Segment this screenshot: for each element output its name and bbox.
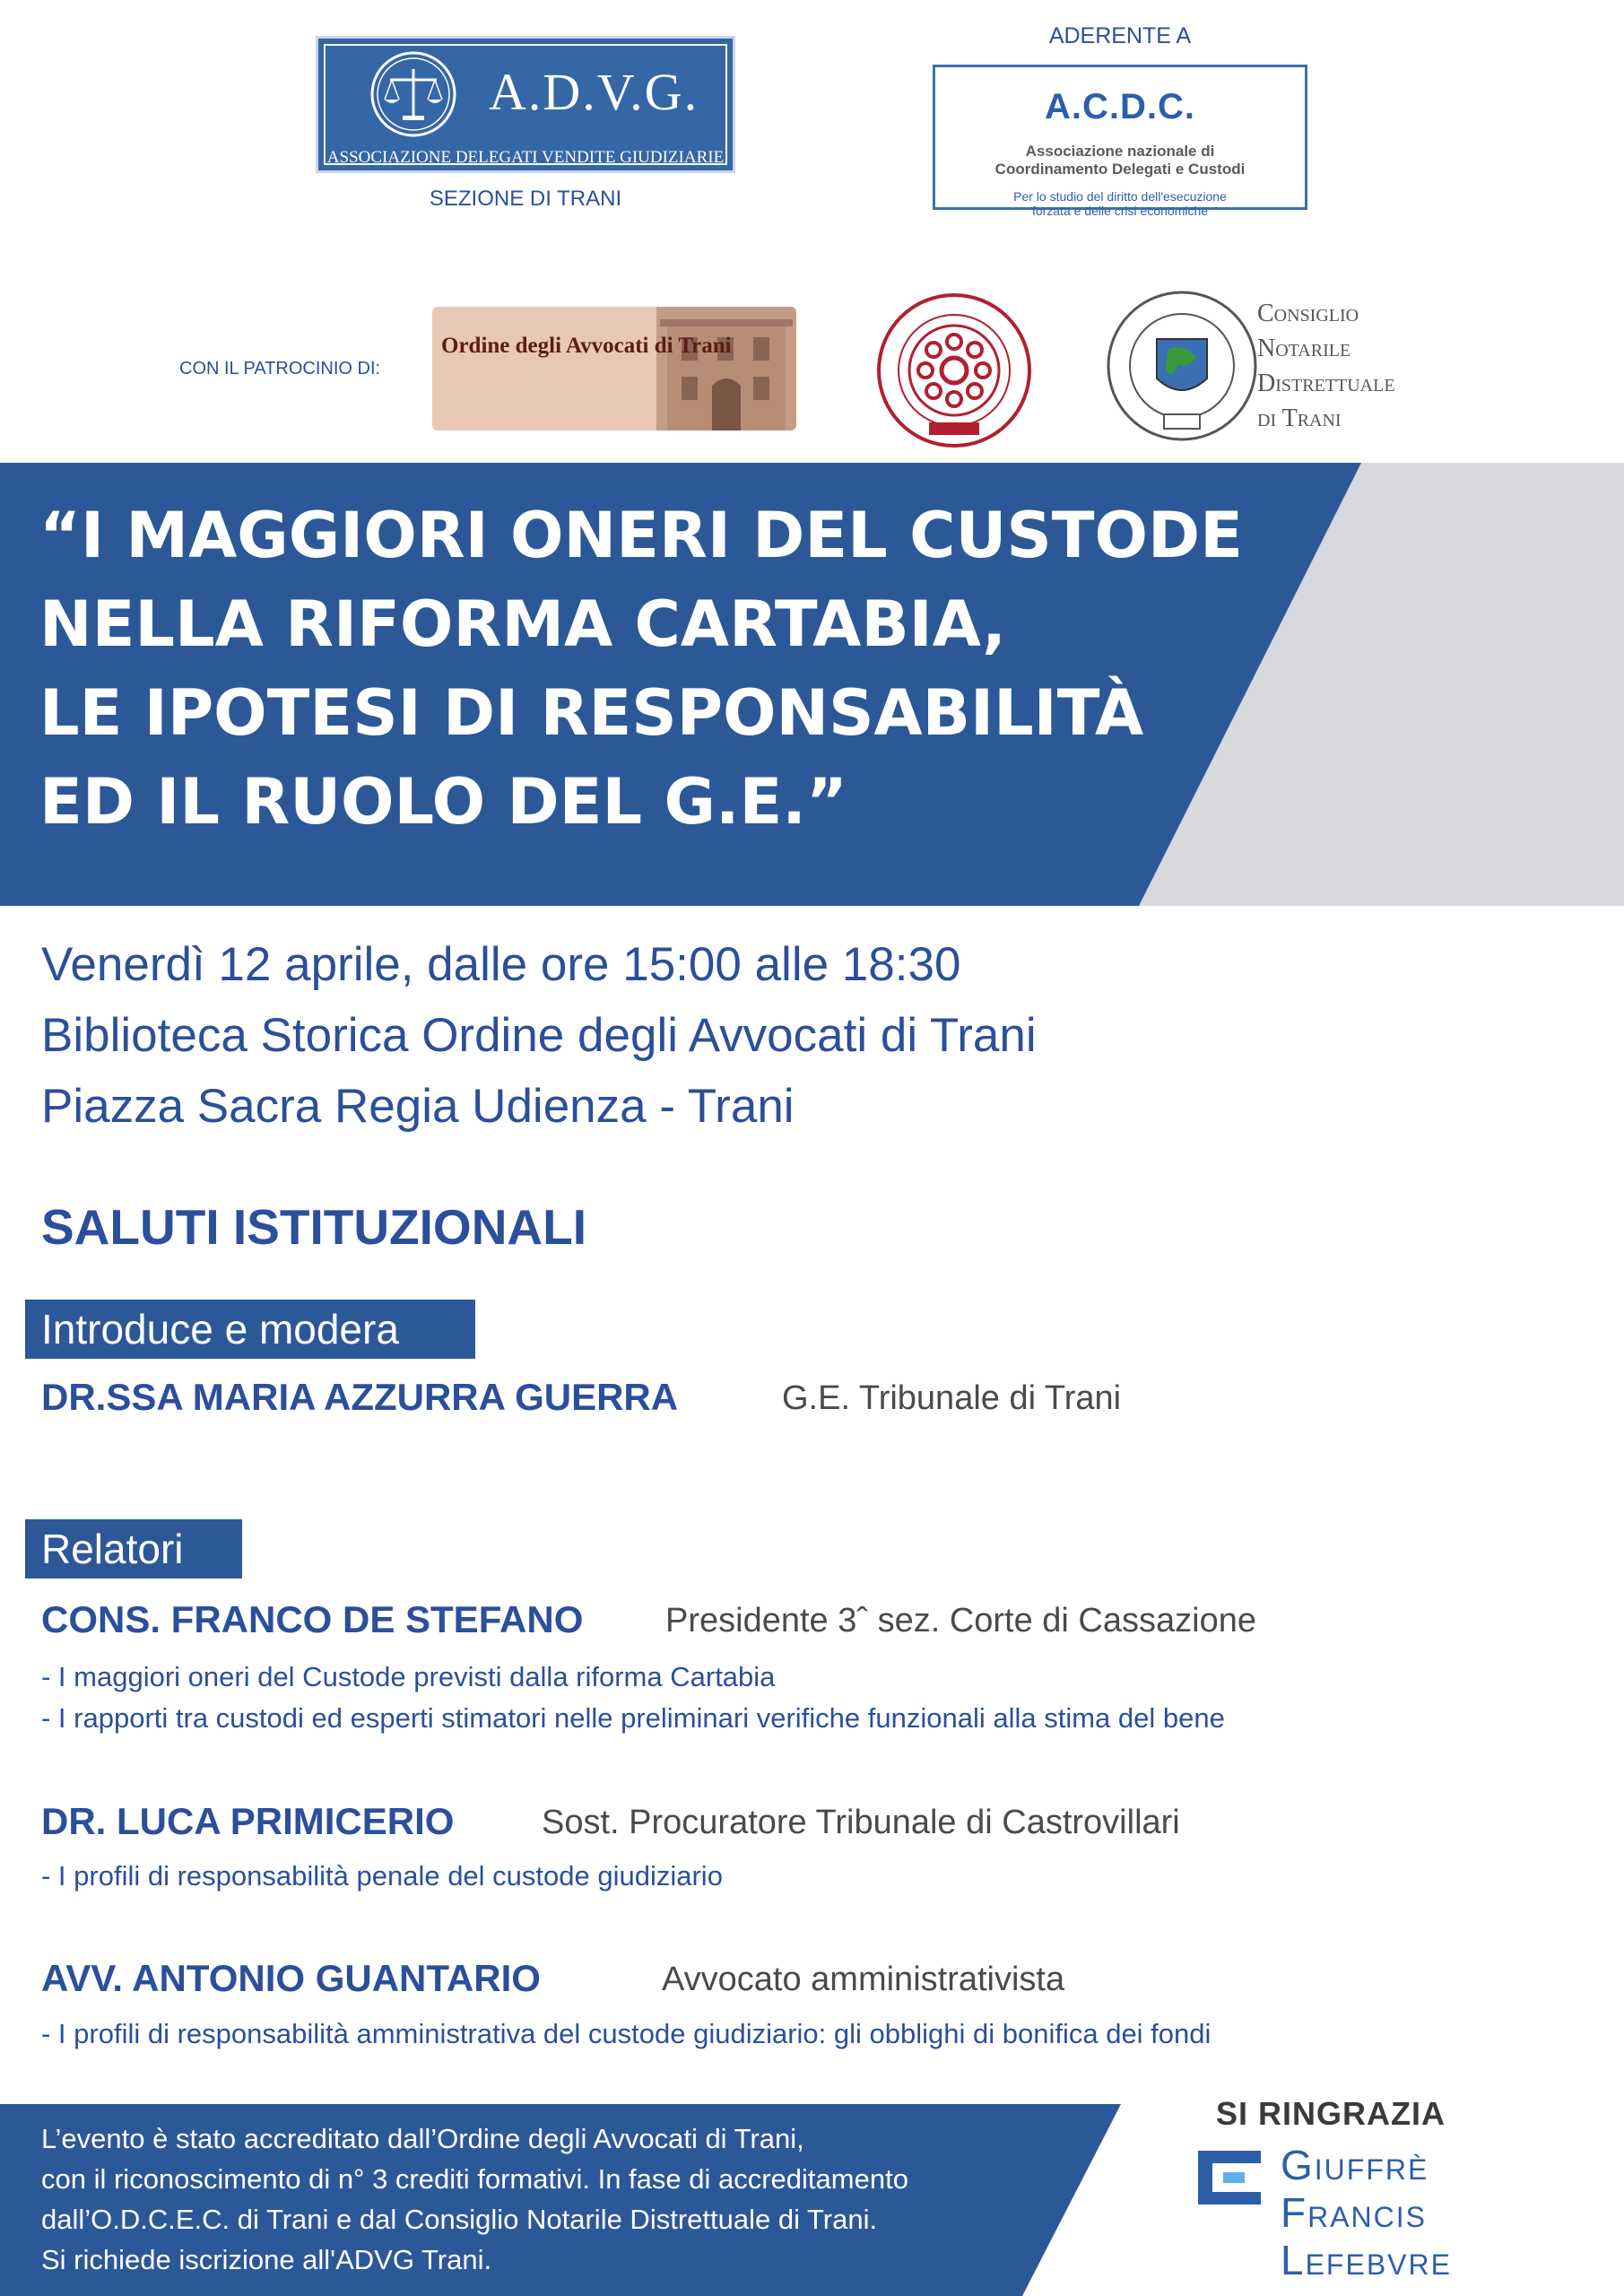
acdc-subtitle [935,143,1305,178]
speaker-role: Presidente 3ˆ sez. Corte di Cassazione [665,1602,1256,1639]
notarile-seal-icon [1105,289,1259,443]
speaker-topic: - I profili di responsabilità penale del custode giudiziario [41,1860,723,1892]
notarile-line: di Trani [1257,404,1342,432]
speaker-name: CONS. FRANCO DE STEFANO [41,1598,584,1640]
accreditation-line: L’evento è stato accreditato dall’Ordine degli Avvocati di Trani, [41,2123,804,2154]
advg-logo [316,36,735,173]
speaker-topic: - I profili di responsabilità amministrativa del custode giudiziario: gli obblighi di bonifica dei fondi [41,2018,1211,2049]
notarile-line: Distrettuale [1257,370,1395,397]
speaker-name: DR. LUCA PRIMICERIO [41,1800,455,1842]
title-line: “I MAGGIORI ONERI DEL CUSTODE [39,499,1243,572]
acdc-subtitle-line: Coordinamento Delegati e Custodi [994,161,1246,178]
notarile-name [1257,296,1395,436]
speaker-topic: - I maggiori oneri del Custode previsti dalla riforma Cartabia [41,1661,776,1692]
building-icon [656,307,796,430]
advg-name: A.D.V.G. [489,63,699,121]
acdc-tagline-line: forzata e delle crisi economiche [1031,204,1209,218]
title-line: LE IPOTESI DI RESPONSABILITÀ [39,676,1144,750]
moderator-name: DR.SSA MARIA AZZURRA GUERRA [41,1376,679,1418]
accreditation-line: Si richiede iscrizione all'ADVG Trani. [41,2244,492,2275]
speaker-role: Sost. Procuratore Tribunale di Castrovillari [542,1804,1180,1841]
speaker-topic: - I rapporti tra custodi ed esperti stimatori nelle preliminari verifiche funzionali alla stima del bene [41,1702,1225,1734]
thanks-label: SI RINGRAZIA [1216,2095,1446,2132]
advg-section: SEZIONE DI TRANI [429,187,622,211]
sponsor-line: Lefebvre [1281,2237,1452,2283]
accreditation-line: dall’O.D.C.E.C. di Trani e dal Consiglio Notarile Distrettuale di Trani. [41,2204,878,2235]
saluti-heading: SALUTI ISTITUZIONALI [41,1199,587,1255]
notarile-line: Notarile [1257,335,1351,362]
sponsor-line: Giuffrè [1281,2142,1429,2188]
event-venue: Biblioteca Storica Ordine degli Avvocati di Trani [41,1009,1037,1062]
acdc-name: A.C.D.C. [1045,87,1195,126]
acdc-tagline [935,189,1305,218]
scales-of-justice-icon [369,49,458,139]
event-address: Piazza Sacra Regia Udienza - Trani [41,1080,795,1133]
speaker-role: Avvocato amministrativista [662,1961,1065,1998]
notarile-line: Consiglio [1257,300,1359,327]
odcec-seal-icon [875,291,1033,449]
aderente-label: ADERENTE A [1048,23,1192,48]
moderator-section-label: Introduce e modera [25,1300,475,1359]
event-date: Venerdì 12 aprile, dalle ore 15:00 alle 18:30 [41,938,961,991]
title-line: NELLA RIFORMA CARTABIA, [39,587,1006,661]
advg-full-name: ASSOCIAZIONE DELEGATI VENDITE GIUDIZIARIE [326,148,725,167]
event-title [39,491,1243,847]
speaker-name: AVV. ANTONIO GUANTARIO [41,1957,541,1999]
speakers-section-label: Relatori [25,1519,242,1578]
acdc-tagline-line: Per lo studio del diritto dell'esecuzione [1013,189,1227,204]
accreditation-note [41,2118,908,2280]
moderator-role: G.E. Tribunale di Trani [782,1379,1122,1417]
ordine-avvocati-logo [432,307,796,430]
patrocinio-label: CON IL PATROCINIO DI: [179,359,381,378]
sponsor-line: Francis [1281,2189,1428,2236]
ordine-avvocati-text: Ordine degli Avvocati di Trani [441,334,732,358]
giuffre-logo-icon [1198,2151,1261,2205]
acdc-logo [933,65,1307,218]
event-info [41,929,1037,1142]
title-line: ED IL RUOLO DEL G.E.” [39,765,847,839]
sponsor-name [1281,2142,1452,2284]
acdc-subtitle-line: Associazione nazionale di [1025,143,1215,160]
accreditation-line: con il riconoscimento di n° 3 crediti formativi. In fase di accreditamento [41,2163,908,2195]
